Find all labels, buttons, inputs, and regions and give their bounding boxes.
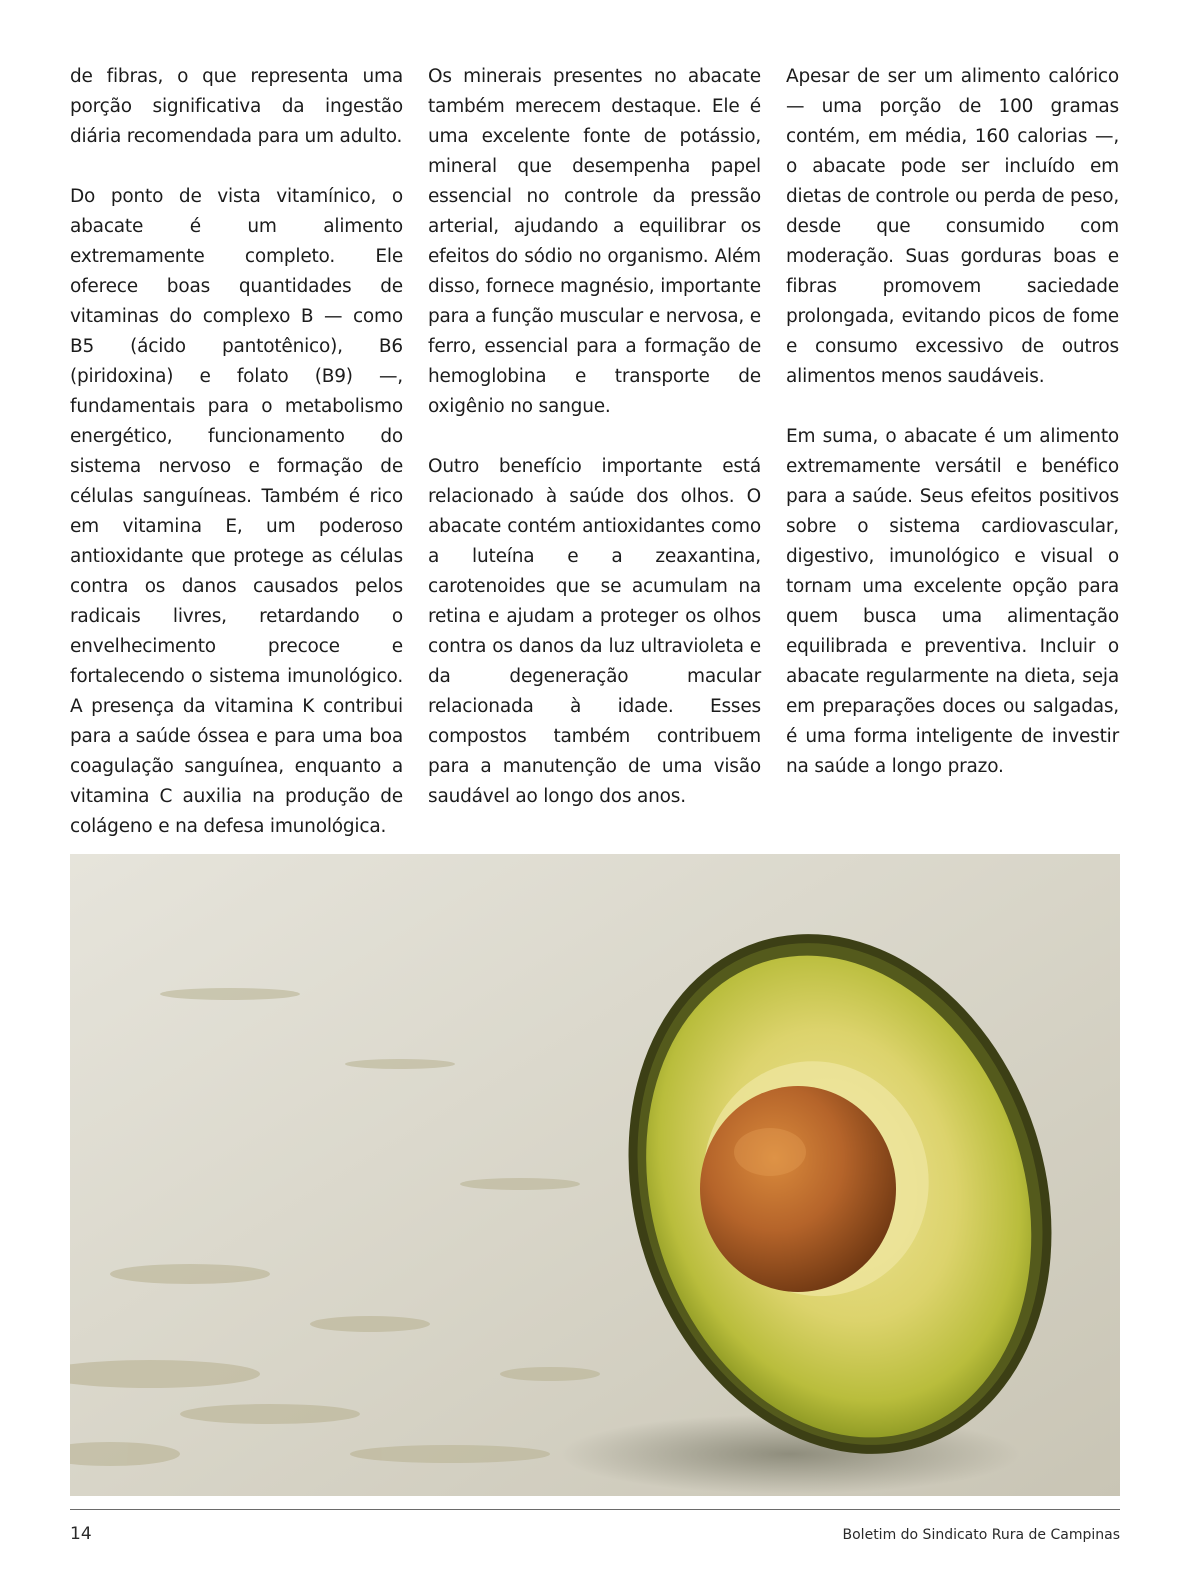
paragraph: Outro benefício importante está relacionado à saúde dos olhos. O abacate contém antioxidantes como a luteína e a zeaxantina, carotenoides que se acumulam na retina e ajudam a proteger os olhos contra os danos da luz ultravioleta e da degeneração macular relacionada à idade. Esses compostos também contribuem para a manutenção de uma visão saudável ao longo dos anos. bbox=[428, 456, 761, 807]
paragraph: Apesar de ser um alimento calórico — uma porção de 100 gramas contém, em média, 160 calorias —, o abacate pode ser incluído em dietas de controle ou perda de peso, desde que consumido com moderação. Suas gorduras boas e fibras promovem saciedade prolongada, evitando picos de fome e consumo excessivo de outros alimentos menos saudáveis. bbox=[786, 66, 1119, 387]
paragraph: Do ponto de vista vitamínico, o abacate é um alimento extremamente completo. Ele oferece boas quantidades de vitaminas do complexo B — como B5 (ácido pantotênico), B6 (piridoxina) e folato (B9) —, fundamentais para o metabolismo energético, funcionamento do sistema nervoso e formação de células sanguíneas. Também é rico em vitamina E, um poderoso antioxidante que protege as células contra os danos causados pelos radicais livres, retardando o envelhecimento precoce e fortalecendo o sistema imunológico. A presença da vitamina K contribui para a saúde óssea e para uma boa coagulação sanguínea, enquanto a vitamina C auxilia na produção de colágeno e na defesa imunológica. bbox=[70, 186, 403, 837]
paragraph: Em suma, o abacate é um alimento extremamente versátil e benéfico para a saúde. Seus efeitos positivos sobre o sistema cardiovascular, digestivo, imunológico e visual o tornam uma excelente opção para quem busca uma alimentação equilibrada e preventiva. Incluir o abacate regularmente na dieta, seja em preparações doces ou salgadas, é uma forma inteligente de investir na saúde a longo prazo. bbox=[786, 426, 1119, 777]
text-column-1 bbox=[70, 62, 403, 872]
avocado-photo bbox=[70, 854, 1120, 1496]
paragraph: de fibras, o que representa uma porção significativa da ingestão diária recomendada para um adulto. bbox=[70, 66, 403, 147]
paragraph: Os minerais presentes no abacate também merecem destaque. Ele é uma excelente fonte de potássio, mineral que desempenha papel essencial no controle da pressão arterial, ajudando a equilibrar os efeitos do sódio no organismo. Além disso, fornece magnésio, importante para a função muscular e nervosa, e ferro, essencial para a formação de hemoglobina e transporte de oxigênio no sangue. bbox=[428, 66, 761, 417]
text-column-2 bbox=[428, 62, 761, 842]
avocado-illustration bbox=[70, 854, 1120, 1496]
text-column-3 bbox=[786, 62, 1119, 812]
footer-rule bbox=[70, 1509, 1120, 1510]
article-columns bbox=[70, 62, 1120, 837]
publication-title: Boletim do Sindicato Rura de Campinas bbox=[842, 1527, 1120, 1543]
page-number: 14 bbox=[70, 1524, 92, 1544]
